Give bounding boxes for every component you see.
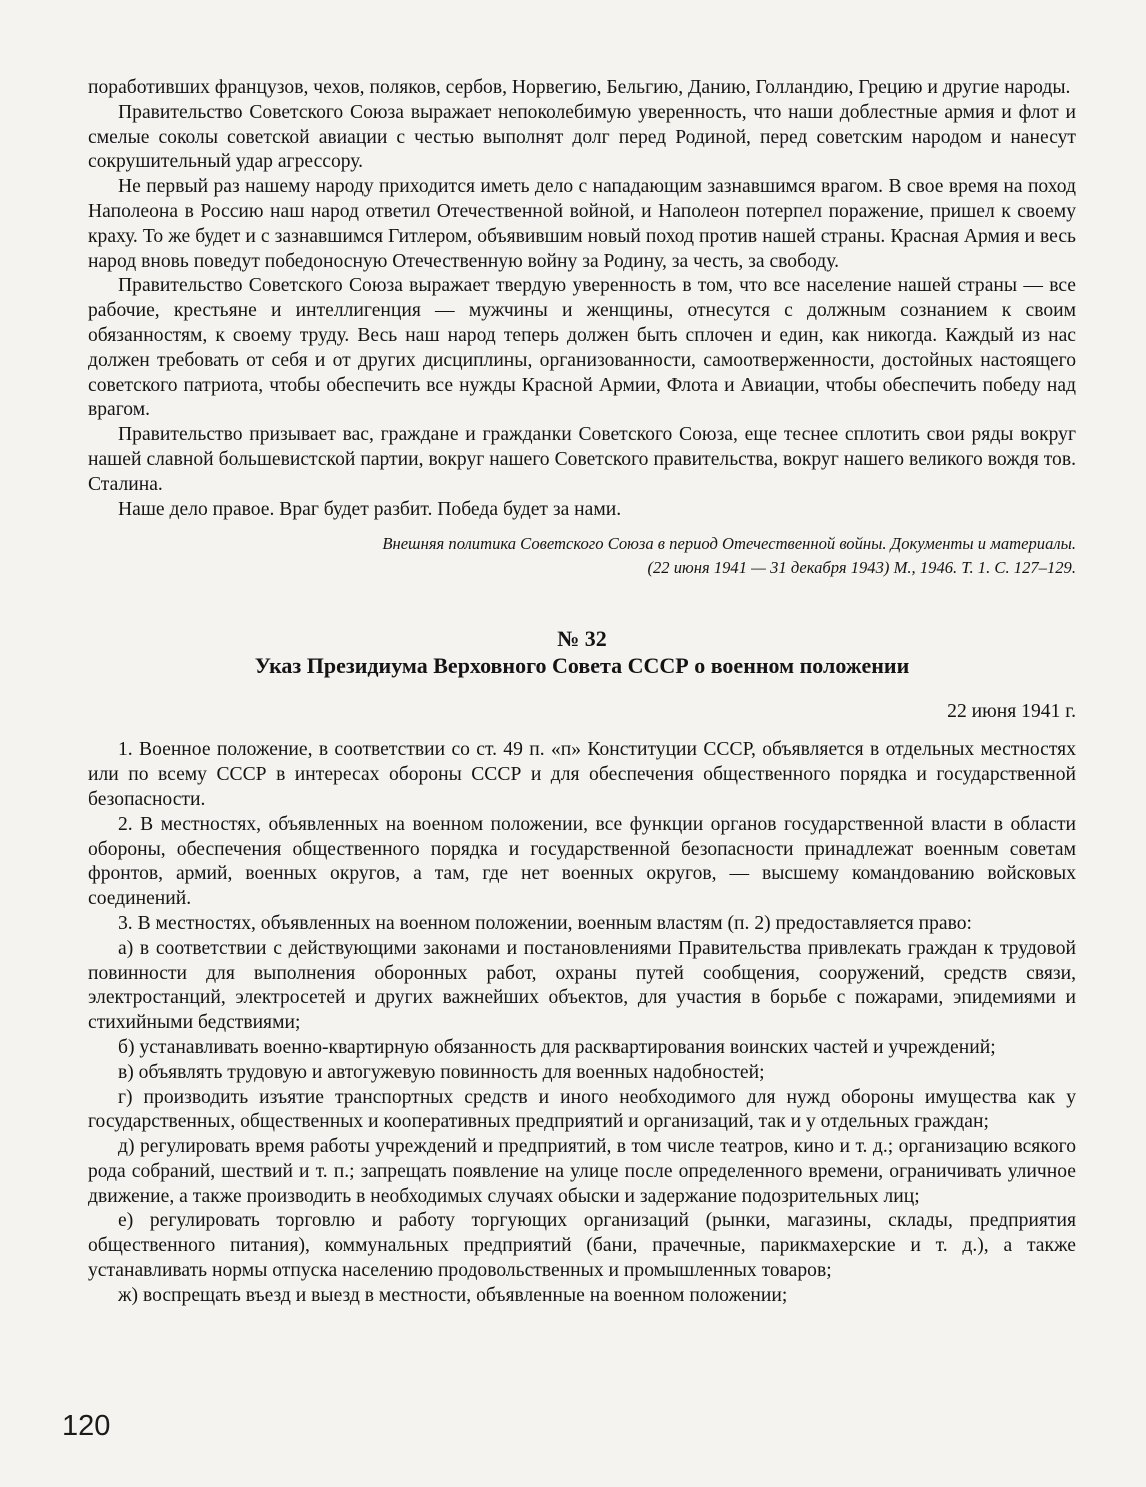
decree-item-g: г) производить изъятие транспортных средств и иного необходимого для нужд обороны имущества как у государственных, общественных и кооперативных предприятий и организаций, так и у отдельных граждан; <box>88 1086 1076 1133</box>
decree-paragraph-2: 2. В местностях, объявленных на военном положении, все функции органов государственной власти в области обороны, обеспечения общественного порядка и государственной безопасности принадлежат военным советам фронтов, армий, военных округов, а там, где нет военных округов, — высшему командованию войсковых соединений. <box>88 813 1076 910</box>
source-citation <box>88 532 1076 580</box>
decree-paragraph-1: 1. Военное положение, в соответствии со ст. 49 п. «п» Конституции СССР, объявляется в отдельных местностях или по всему СССР в интересах обороны СССР и для обеспечения общественного порядка и государственной безопасности. <box>88 739 1076 810</box>
page-content <box>88 76 1076 1309</box>
source-line-2: (22 июня 1941 — 31 декабря 1943) М., 1946. Т. 1. С. 127–129. <box>647 558 1076 578</box>
intro-paragraph-5: Правительство призывает вас, граждане и гражданки Советского Союза, еще теснее сплотить свои ряды вокруг нашей славной большевистской партии, вокруг нашего Советского правительства, вокруг нашего великого вождя тов. Сталина. <box>88 424 1076 495</box>
decree-paragraph-3: 3. В местностях, объявленных на военном положении, военным властям (п. 2) предоставляется право: <box>118 912 972 934</box>
intro-paragraph-2: Правительство Советского Союза выражает непоколебимую уверенность, что наши доблестные армия и флот и смелые соколы советской авиации с честью выполнят долг перед Родиной, перед советским народом и нанесут сокрушительный удар агрессору. <box>88 101 1076 173</box>
document-number: № 32 <box>557 626 607 652</box>
intro-paragraph-4: Правительство Советского Союза выражает твердую уверенность в том, что все население нашей страны — все рабочие, крестьяне и интеллигенция — мужчины и женщины, отнесутся с должным сознанием к своим обязанностям, к своему труду. Весь наш народ теперь должен быть сплочен и един, как никогда. Каждый из нас должен требовать от себя и от других дисциплины, организованности, самоотверженности, достойных настоящего советского патриота, чтобы обеспечить все нужды Красной Армии, Флота и Авиации, чтобы обеспечить победу над врагом. <box>88 275 1076 421</box>
decree-item-e: е) регулировать торговлю и работу торгующих организаций (рынки, магазины, склады, предприятия общественного питания), коммунальных предприятий (бани, прачечные, парикмахерские и т. д.), а также устанавливать нормы отпуска населению продовольственных и промышленных товаров; <box>88 1210 1076 1282</box>
decree-item-a: а) в соответствии с действующими законами и постановлениями Правительства привлекать граждан к трудовой повинности для выполнения оборонных работ, охраны путей сообщения, сооружений, средств связи, электростанций, электросетей и других важнейших объектов, для участия в борьбе с пожарами, эпидемиями и стихийными бедствиями; <box>88 937 1076 1034</box>
decree-item-b: б) устанавливать военно-квартирную обязанность для расквартирования воинских частей и учреждений; <box>118 1036 996 1058</box>
decree-item-v: в) объявлять трудовую и автогужевую повинность для военных надобностей; <box>118 1061 765 1083</box>
decree-item-d: д) регулировать время работы учреждений и предприятий, в том числе театров, кино и т. д.; организацию всякого рода собраний, шествий и т. п.; запрещать появление на улице после определенного времени, ограничивать уличное движение, а также производить в необходимых случаях обыски и задержание подозрительных лиц; <box>88 1136 1076 1207</box>
decree-item-zh: ж) воспрещать въезд и выезд в местности, объявленные на военном положении; <box>118 1284 788 1306</box>
document-date: 22 июня 1941 г. <box>947 701 1076 723</box>
intro-paragraph-3: Не первый раз нашему народу приходится иметь дело с нападающим зазнавшимся врагом. В свое время на поход Наполеона в Россию наш народ ответил Отечественной войной, и Наполеон потерпел поражение, пришел к своему краху. То же будет и с зазнавшимся Гитлером, объявившим новый поход против нашей страны. Красная Армия и весь народ вновь поведут победоносную Отечественную войну за Родину, за честь, за свободу. <box>88 176 1076 272</box>
intro-paragraph-1: поработивших французов, чехов, поляков, сербов, Норвегию, Бельгию, Данию, Голландию, Грецию и другие народы. <box>88 77 1071 98</box>
intro-paragraph-6: Наше дело правое. Враг будет разбит. Победа будет за нами. <box>118 498 622 520</box>
page-number: 120 <box>62 1410 111 1442</box>
source-line-1: Внешняя политика Советского Союза в период Отечественной войны. Документы и материалы. <box>382 534 1076 554</box>
document-title: Указ Президиума Верховного Совета СССР о военном положении <box>254 653 910 679</box>
